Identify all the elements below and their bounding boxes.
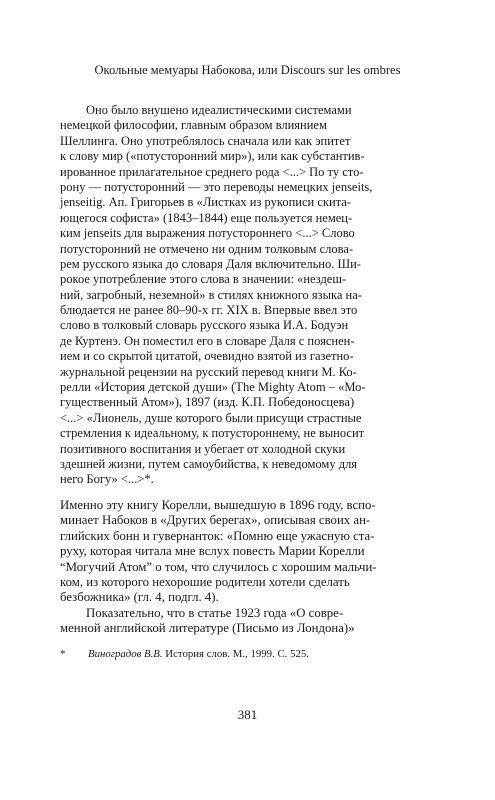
quote-line: рону — потусторонний — это переводы немецких jenseits,	[60, 179, 373, 194]
page-number: 381	[237, 707, 258, 722]
body-line: глийских бонн и гувернанток: «Помню еще ужасную ста-	[60, 528, 375, 543]
body-line: безбожника» (гл. 4, подгл. 4).	[60, 590, 219, 605]
quote-line: здешней жизни, путем самоубийства, к неведомому для	[60, 456, 358, 471]
footnote	[60, 648, 460, 660]
quote-line: рем русского языка до словаря Даля включительно. Ши-	[60, 256, 361, 271]
body-line: “Могучий Атом” о том, что случилось с хорошим мальчи-	[60, 559, 377, 574]
quote-line: него Богу» <...>*.	[60, 472, 154, 487]
quote-line: к слову мир («потусторонний мир»), или как субстантив-	[60, 149, 365, 164]
quote-line: гущественный Атом»), 1897 (изд. К.П. Победоносцева)	[60, 395, 355, 410]
quote-line: стремления к идеальному, к потустороннему, не выносит	[60, 426, 365, 441]
block-quote	[60, 103, 440, 488]
footnote-mark: *	[60, 648, 66, 660]
running-head: Окольные мемуары Набокова, или Discours sur les ombres	[94, 63, 401, 77]
quote-line: журнальной рецензии на русский перевод книги М. Ко-	[60, 364, 357, 379]
body-line: минает Набоков в «Других берегах», описывая своих ан-	[60, 513, 371, 528]
quote-line: блюдается не ранее 80–90-х гг. XIX в. Впервые ввел это	[60, 303, 358, 318]
quote-line: ием и со скрытой цитатой, очевидно взятой из газетно-	[60, 349, 354, 364]
quote-line: ющегося софиста» (1843–1844) еще пользуется немец-	[60, 210, 353, 225]
quote-line: ким jenseits для выражения потустороннего <...> Слово	[60, 226, 355, 241]
body-line: руху, которая читала мне вслух повесть Марии Корелли	[60, 544, 365, 559]
quote-line: ний, загробный, неземной» в стилях книжного языка на-	[60, 287, 362, 302]
footnote-text: История слов. М., 1999. С. 525.	[162, 648, 309, 660]
quote-line: де Куртенэ. Он поместил его в словаре Даля с пояснен-	[60, 333, 355, 348]
quote-line: слово в толковый словарь русского языка И.А. Бодуэн	[60, 318, 349, 333]
body-line: Именно эту книгу Корелли, вышедшую в 1896 году, вспо-	[60, 498, 376, 512]
footnote-author: Виноградов В.В.	[88, 648, 163, 660]
quote-line: позитивного воспитания и убегает от холодной скуки	[60, 441, 346, 456]
quote-line: релли «История детской души» (The Mighty Atom – «Мо-	[60, 380, 366, 395]
quote-line: ированное прилагательное среднего рода <...> По ту сто-	[60, 164, 364, 179]
body-line: ком, из которого нехорошие родители хотели сделать	[60, 574, 350, 589]
quote-line: немецкой философии, главным образом влиянием	[60, 118, 327, 133]
quote-line: рокое употребление этого слова в значении: «нездеш-	[60, 272, 347, 287]
main-text	[60, 498, 440, 637]
quote-line: потусторонний не отмечено ни одним толковым слова-	[60, 241, 354, 256]
body-line: Показательно, что в статье 1923 года «О совре-	[86, 605, 344, 620]
quote-line: <...> «Лионель, душе которого были присущи страстные	[60, 410, 362, 425]
quote-line: Оно было внушено идеалистическими системами	[86, 103, 352, 117]
body-line: менной английской литературе (Письмо из Лондона)»	[60, 621, 355, 636]
quote-line: Шеллинга. Оно употреблялось сначала или как эпитет	[60, 133, 351, 148]
quote-line: jenseitig. Ап. Григорьев в «Листках из рукописи скита-	[60, 195, 351, 210]
